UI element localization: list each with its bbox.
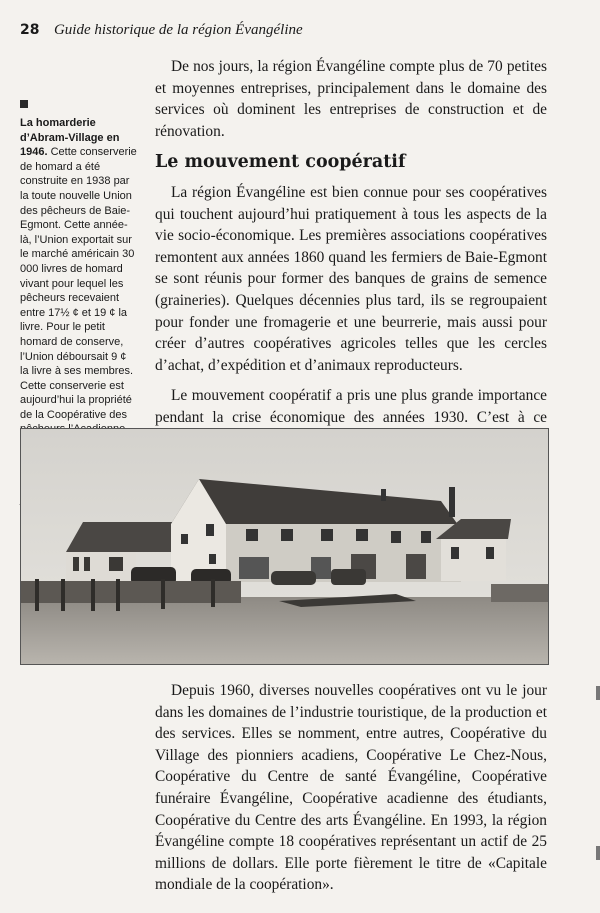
intro-paragraph: De nos jours, la région Évangéline compte plus de 70 petites et moyennes entreprises, principalement dans le domaine des services où dominent les entreprises de construction et de rénovation. [155,58,547,140]
caption-text: Cette conserverie de homard a été construite en 1938 par la toute nouvelle Union des pêcheurs de Baie-Egmont. Cette année-là, l’Union exportait sur le marché américain 30 000 livres de homard vivant pour lequel les pêcheurs recevaient entre 17½ ¢ et 19 ¢ la livre. Pour le petit homard de conserve, l’Union déboursait 9 ¢ la livre à ses membres. Cette conserverie est aujourd’hui la propriété de la Coopérative des [20,146,137,421]
article-column-bottom [155,680,547,896]
section-title: Le mouvement coopératif [155,152,406,173]
body-paragraph: La région Évangéline est bien connue pour ses coopératives qui touchent aujourd’hui pratiquement à tous les aspects de la vie socio-économique. Les premières associations coopératives remontent aux années 1860 quand les fermiers de Baie-Egmont se sont réunis pour former des banques de grains de semence (graineries). Quelques décennies plus tard, ils se regroupaient pour fonder une fromagerie et une beurrerie, mais aussi pour créer d’autres coopératives agricoles telles que les cercles d’achat, d’expédition et d’animaux reproducteurs. [155,183,547,374]
historic-photo-lobster-factory [20,428,549,665]
caption-title: La homarderie d’Abram-Village en 1946. [20,117,120,159]
body-paragraph: Le mouvement coopératif a pris une plus grande importance pendant la crise économique des années 1930. C’est à ce [155,387,547,426]
page-edge-mark [596,686,600,700]
page-header [20,22,303,39]
running-title: Guide historique de la région Évangéline [53,22,303,38]
page-edge-mark [596,846,600,860]
page-number: 28 [20,22,40,38]
bullet-square-icon [20,100,28,108]
body-paragraph: Depuis 1960, diverses nouvelles coopératives ont vu le jour dans les domaines de l’industrie touristique, de la production et des services. Elles se nomment, entre autres, Coopérative du Village des pionniers acadiens, Coopérative Le Chez-Nous, Coopérative du Centre de santé Évangéline, Coopérative funéraire Évangéline, Coopérative acadienne des étudiants, Coopérative du Centre des arts Évangéline. En 1993, la région Évangéline compte 18 coopératives représentant un actif de 25 millions de dollars. Elle porte fièrement le titre de «Capitale mondiale de la coopération». [155,682,547,894]
